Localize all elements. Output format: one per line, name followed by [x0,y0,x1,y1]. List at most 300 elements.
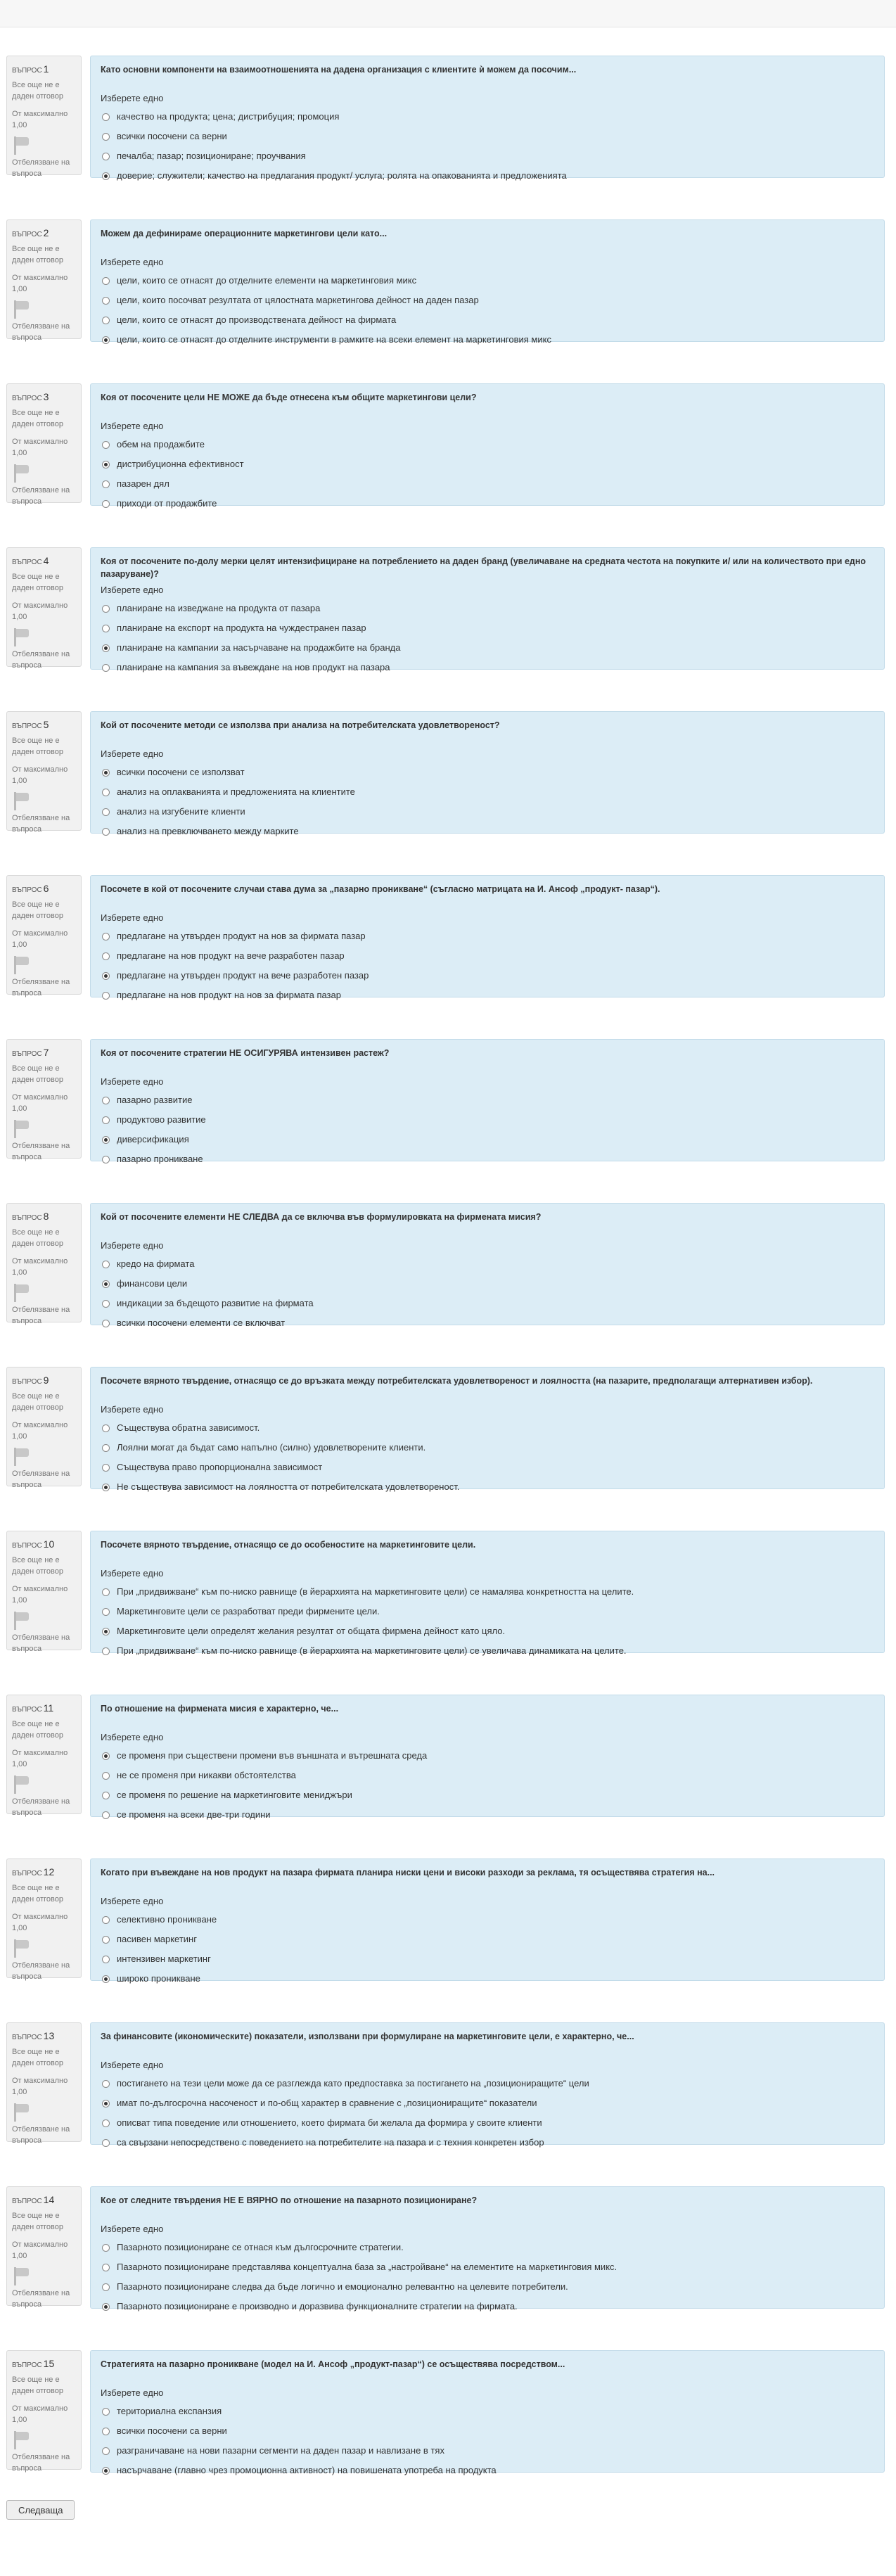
question-text: Стратегията на пазарно проникване (модел на И. Ансоф „продукт-пазар“) се осъществява посредством... [101,2359,565,2369]
radio-button[interactable] [102,1936,110,1944]
answer-option-label: Маркетинговите цели се разработват преди фирмените цели. [117,1606,380,1617]
question-grade: От максимално 1,00 [12,2404,68,2424]
flag-question-label[interactable]: Отбелязване на въпроса [12,1469,70,1489]
answer-options [101,271,874,350]
question-text: По отношение на фирмената мисия е характерно, че... [101,1704,339,1714]
answer-prompt: Изберете едно [101,2387,164,2398]
answer-option[interactable] [101,638,874,658]
flag-question-label[interactable]: Отбелязване на въпроса [12,1961,70,1981]
answer-option[interactable] [101,2257,874,2277]
question-grade: От максимално 1,00 [12,1421,68,1441]
radio-button[interactable] [102,2283,110,2291]
question-number-value: 10 [43,1538,55,1550]
answer-option[interactable] [101,822,874,841]
answer-option-label: Маркетинговите цели определят желания резултат от общата фирмена дейност като цяло. [117,1626,506,1636]
answer-option-label: се променя по решение на маркетинговите мениджъри [117,1790,352,1800]
answer-option[interactable] [101,1274,874,1294]
radio-button[interactable] [102,1956,110,1963]
question-content [90,2350,885,2473]
answer-option[interactable] [101,1805,874,1825]
radio-button[interactable] [102,933,110,941]
answer-option[interactable] [101,310,874,330]
answer-prompt: Изберете едно [101,1076,164,1087]
answer-option[interactable] [101,2093,874,2113]
question-number-value: 15 [43,2358,55,2369]
question [6,1695,885,1820]
flag-icon[interactable] [12,1119,32,1139]
question-text: Кое от следните твърдения НЕ Е ВЯРНО по отношение на пазарното позициониране? [101,2195,478,2205]
question-word: ВЪПРОС [12,1214,42,1222]
answer-option-label: кредо на фирмата [117,1258,195,1269]
radio-button[interactable] [102,1588,110,1596]
question-word: ВЪПРОС [12,2034,42,2041]
answer-option[interactable] [101,1294,874,1313]
radio-button[interactable] [102,172,110,180]
radio-button[interactable] [102,644,110,652]
answer-prompt: Изберете едно [101,93,164,103]
answer-option-label: Лоялни могат да бъдат само напълно (силно) удовлетворените клиенти. [117,1442,426,1453]
flag-icon[interactable] [12,1939,32,1958]
question-grade: От максимално 1,00 [12,929,68,949]
answer-option[interactable] [101,2238,874,2257]
radio-button[interactable] [102,828,110,836]
question [6,1367,885,1492]
question-content [90,1531,885,1656]
answer-option-label: анализ на оплакванията и предложенията на клиентите [117,786,355,797]
answer-option-label: Пазарното позициониране се отнася към дългосрочните стратегии. [117,2242,404,2252]
answer-option[interactable] [101,2074,874,2093]
question [6,1531,885,1656]
flag-question-label[interactable]: Отбелязване на въпроса [12,1306,70,1325]
radio-button[interactable] [102,1484,110,1491]
radio-button[interactable] [102,2408,110,2416]
answer-option[interactable] [101,454,874,474]
flag-icon[interactable] [12,2103,32,2122]
flag-question-label[interactable]: Отбелязване на въпроса [12,322,70,342]
answer-option-label: предлагане на нов продукт на вече разработен пазар [117,950,345,961]
answer-option[interactable] [101,966,874,986]
answer-option[interactable] [101,474,874,494]
radio-button[interactable] [102,2100,110,2108]
radio-button[interactable] [102,808,110,816]
answer-option-label: се променя на всеки две-три години [117,1809,271,1820]
answer-option[interactable] [101,330,874,350]
answer-option-label: цели, които се отнасят до производствената дейност на фирмата [117,314,397,325]
answer-option-label: всички посочени се използват [117,767,245,777]
radio-button[interactable] [102,336,110,344]
flag-question-label[interactable]: Отбелязване на въпроса [12,650,70,670]
answer-option[interactable] [101,1910,874,1930]
flag-icon[interactable] [12,2430,32,2450]
flag-question-label[interactable]: Отбелязване на въпроса [12,814,70,834]
question-info [6,1039,82,1159]
radio-button[interactable] [102,1975,110,1983]
answer-option-label: Пазарното позициониране е производно и доразвива функционалните стратегии на фирмата. [117,2301,518,2312]
radio-button[interactable] [102,605,110,613]
answer-option-label: обем на продажбите [117,439,205,449]
answer-options [101,107,874,186]
answer-option[interactable] [101,1438,874,1458]
answer-option[interactable] [101,599,874,618]
question-number-value: 3 [43,391,49,402]
answer-option[interactable] [101,1602,874,1621]
answer-option[interactable] [101,1969,874,1989]
answer-option-label: селективно проникване [117,1914,217,1925]
radio-button[interactable] [102,153,110,160]
question [6,2186,885,2312]
answer-options [101,435,874,514]
question [6,2022,885,2148]
radio-button[interactable] [102,1792,110,1799]
radio-button[interactable] [102,1116,110,1124]
question [6,219,885,345]
question-content [90,1695,885,1820]
next-button[interactable]: Следваща [6,2500,75,2520]
answer-option-label: териториална експанзия [117,2406,222,2416]
answer-option-label: планиране на експорт на продукта на чуждестранен пазар [117,623,366,633]
answer-option-label: цели, които посочват резултата от цялостната маркетингова дейност на даден пазар [117,295,479,305]
answer-option[interactable] [101,658,874,677]
question-text: Коя от посочените стратегии НЕ ОСИГУРЯВА интензивен растеж? [101,1048,390,1058]
question-state: Все още не е даден отговор [12,900,63,920]
radio-button[interactable] [102,297,110,305]
radio-button[interactable] [102,1811,110,1819]
answer-option[interactable] [101,1130,874,1149]
answer-option-label: Съществува право пропорционална зависимост [117,1462,323,1472]
answer-option[interactable] [101,782,874,802]
answer-option[interactable] [101,166,874,186]
radio-button[interactable] [102,1628,110,1635]
answer-option[interactable] [101,2461,874,2480]
answer-option[interactable] [101,127,874,146]
question-grade: От максимално 1,00 [12,601,68,621]
question-content [90,1858,885,1984]
answer-option[interactable] [101,1458,874,1477]
answer-option-label: продуктово развитие [117,1114,206,1125]
answer-option[interactable] [101,1785,874,1805]
question-state: Все още не е даден отговор [12,1392,63,1412]
answer-option-label: предлагане на утвърден продукт на вече разработен пазар [117,970,369,981]
radio-button[interactable] [102,1320,110,1327]
answer-option[interactable] [101,2133,874,2153]
flag-icon[interactable] [12,955,32,975]
question-grade: От максимално 1,00 [12,1257,68,1277]
question-number [12,2358,76,2371]
flag-icon[interactable] [12,464,32,483]
flag-icon[interactable] [12,136,32,155]
radio-button[interactable] [102,1444,110,1452]
answer-option-label: анализ на изгубените клиенти [117,806,245,817]
question-state: Все още не е даден отговор [12,573,63,592]
question-number [12,1047,76,1060]
answer-options [101,1254,874,1333]
answer-option-label: печалба; пазар; позициониране; проучвания [117,151,306,161]
top-bar [0,0,896,27]
answer-option-label: индикации за бъдещото развитие на фирмата [117,1298,314,1308]
flag-icon[interactable] [12,2266,32,2286]
answer-option[interactable] [101,1313,874,1333]
radio-button[interactable] [102,789,110,796]
answer-prompt: Изберете едно [101,1896,164,1906]
question-grade: От максимално 1,00 [12,1913,68,1932]
radio-button[interactable] [102,1752,110,1760]
question-grade: От максимално 1,00 [12,274,68,293]
flag-icon[interactable] [12,1283,32,1303]
answer-option[interactable] [101,494,874,514]
question-word: ВЪПРОС [12,2361,42,2369]
radio-button[interactable] [102,2080,110,2088]
question-info [6,383,82,506]
question-info [6,711,82,834]
question-info [6,1367,82,1489]
question-text: Кой от посочените методи се използва при анализа на потребителската удовлетвореност? [101,720,500,730]
question [6,1203,885,1328]
flag-question-label[interactable]: Отбелязване на въпроса [12,486,70,506]
flag-question-label[interactable]: Отбелязване на въпроса [12,1633,70,1653]
question [6,547,885,670]
question-number [12,391,76,404]
answer-option[interactable] [101,1254,874,1274]
radio-button[interactable] [102,2428,110,2435]
answer-option[interactable] [101,1930,874,1949]
radio-button[interactable] [102,133,110,141]
question-text: Като основни компоненти на взаимоотношенията на дадена организация с клиентите ѝ можем да посочим... [101,65,577,75]
radio-button[interactable] [102,480,110,488]
answer-option-label: всички посочени елементи се включват [117,1318,286,1328]
answer-option-label: цели, които се отнасят до отделните инструменти в рамките на всеки елемент на маркетинговия микс [117,334,551,345]
flag-icon[interactable] [12,791,32,811]
question-number [12,1538,76,1552]
answer-option[interactable] [101,946,874,966]
question [6,1858,885,1984]
answer-option-label: Не съществува зависимост на лоялността от потребителската удовлетвореност. [117,1481,460,1492]
answer-option[interactable] [101,986,874,1005]
question-list [6,56,885,2473]
radio-button[interactable] [102,2303,110,2311]
question-state: Все още не е даден отговор [12,81,63,101]
flag-question-label[interactable]: Отбелязване на въпроса [12,1142,70,1161]
radio-button[interactable] [102,2264,110,2271]
question-number-value: 11 [43,1702,54,1714]
answer-option[interactable] [101,107,874,127]
answer-prompt: Изберете едно [101,1732,164,1742]
answer-option-label: пазарен дял [117,478,169,489]
answer-option-label: Пазарното позициониране следва да бъде логично и емоционално релевантно на целевите потребители. [117,2281,568,2292]
radio-button[interactable] [102,1261,110,1268]
answer-option[interactable] [101,291,874,310]
question-content [90,711,885,834]
question-content [90,1203,885,1328]
question-grade: От максимално 1,00 [12,765,68,785]
question-state: Все още не е даден отговор [12,1720,63,1740]
answer-options [101,2402,874,2480]
answer-option[interactable] [101,2297,874,2316]
answer-option-label: планиране на кампания за въвеждане на нов продукт на пазара [117,662,390,672]
answer-option-label: Пазарното позициониране представлява концептуална база за „настройване“ на елементите на маркетинговия микс. [117,2262,617,2272]
radio-button[interactable] [102,2467,110,2475]
question-text: Коя от посочените цели НЕ МОЖЕ да бъде отнесена към общите маркетингови цели? [101,393,477,402]
answer-option[interactable] [101,2441,874,2461]
question-word: ВЪПРОС [12,231,42,238]
question-info [6,547,82,670]
radio-button[interactable] [102,972,110,980]
question-content [90,547,885,670]
question-state: Все още не е даден отговор [12,409,63,428]
flag-question-label[interactable]: Отбелязване на въпроса [12,158,70,178]
answer-options [101,926,874,1005]
radio-button[interactable] [102,992,110,1000]
radio-button[interactable] [102,1136,110,1144]
answer-option-label: всички посочени са верни [117,131,227,141]
radio-button[interactable] [102,1280,110,1288]
answer-option-label: предлагане на нов продукт на нов за фирмата пазар [117,990,341,1000]
radio-button[interactable] [102,1647,110,1655]
radio-button[interactable] [102,769,110,777]
answer-option[interactable] [101,1110,874,1130]
answer-option[interactable] [101,1418,874,1438]
radio-button[interactable] [102,1424,110,1432]
answer-option-label: не се променя при никакви обстоятелства [117,1770,296,1780]
radio-button[interactable] [102,952,110,960]
question-word: ВЪПРОС [12,722,42,730]
answer-option-label: постигането на тези цели може да се разглежда като предпоставка за постигането на „позициониращите“ цели [117,2078,589,2089]
flag-icon[interactable] [12,1775,32,1794]
question-info [6,1203,82,1325]
question-word: ВЪПРОС [12,1542,42,1550]
flag-icon[interactable] [12,627,32,647]
answer-option[interactable] [101,271,874,291]
question-content [90,875,885,1000]
answer-option[interactable] [101,2277,874,2297]
question-number-value: 13 [43,2030,55,2041]
flag-icon[interactable] [12,1447,32,1467]
answer-option[interactable] [101,1621,874,1641]
answer-option[interactable] [101,2421,874,2441]
answer-option[interactable] [101,2402,874,2421]
answer-option[interactable] [101,763,874,782]
question-state: Все още не е даден отговор [12,1556,63,1576]
answer-option[interactable] [101,1090,874,1110]
flag-question-label[interactable]: Отбелязване на въпроса [12,2289,70,2309]
answer-option-label: широко проникване [117,1973,200,1984]
question-state: Все още не е даден отговор [12,1228,63,1248]
answer-option-label: диверсификация [117,1134,189,1144]
radio-button[interactable] [102,664,110,672]
answer-prompt: Изберете едно [101,1404,164,1415]
question-number-value: 5 [43,719,49,730]
radio-button[interactable] [102,441,110,449]
radio-button[interactable] [102,2139,110,2147]
flag-icon[interactable] [12,1611,32,1631]
radio-button[interactable] [102,1300,110,1308]
question-number [12,63,76,77]
answer-option-label: са свързани непосредствено с поведението на потребителите на пазара и с техния конкретен избор [117,2137,544,2148]
radio-button[interactable] [102,1916,110,1924]
radio-button[interactable] [102,461,110,468]
answer-options [101,1746,874,1825]
answer-option-label: пазарно проникване [117,1154,203,1164]
answer-option-label: При „придвижване“ към по-ниско равнище (в йерархията на маркетинговите цели) се увеличава динамиката на целите. [117,1645,627,1656]
radio-button[interactable] [102,277,110,285]
question-word: ВЪПРОС [12,1050,42,1058]
question-content [90,219,885,345]
question-content [90,383,885,509]
question-text: За финансовите (икономическите) показатели, използвани при формулиране на маркетинговите цели, е характерно, че... [101,2032,634,2041]
answer-option-label: се променя при съществени промени във външната и вътрешната среда [117,1750,428,1761]
flag-question-label[interactable]: Отбелязване на въпроса [12,978,70,997]
answer-option-label: описват типа поведение или отношението, което фирмата би желала да формира у своите клиенти [117,2117,542,2128]
answer-option[interactable] [101,435,874,454]
question-grade: От максимално 1,00 [12,1093,68,1113]
flag-question-label[interactable]: Отбелязване на въпроса [12,1797,70,1817]
radio-button[interactable] [102,625,110,632]
question-text: Когато при въвеждане на нов продукт на пазара фирмата планира ниски цени и високи разходи за реклама, тя осъществява стратегия на... [101,1868,715,1877]
question-word: ВЪПРОС [12,559,42,566]
question-number-value: 1 [43,63,49,75]
question-text: Посочете вярното твърдение, отнасящо се до особеностите на маркетинговите цели. [101,1540,476,1550]
question-info [6,2350,82,2473]
answer-option[interactable] [101,1477,874,1497]
question-info [6,2186,82,2309]
answer-option[interactable] [101,802,874,822]
question-grade: От максимално 1,00 [12,110,68,129]
question-state: Все още не е даден отговор [12,2212,63,2231]
question-info [6,56,82,178]
radio-button[interactable] [102,500,110,508]
radio-button[interactable] [102,113,110,121]
answer-option[interactable] [101,926,874,946]
radio-button[interactable] [102,1772,110,1780]
answer-option-label: доверие; служители; качество на предлагания продукт/ услуга; ролята на опакованията и предложенията [117,170,567,181]
radio-button[interactable] [102,1097,110,1104]
answer-option[interactable] [101,1582,874,1602]
question-number [12,555,76,568]
answer-option[interactable] [101,146,874,166]
radio-button[interactable] [102,2447,110,2455]
question-state: Все още не е даден отговор [12,245,63,264]
answer-option[interactable] [101,1746,874,1766]
radio-button[interactable] [102,1608,110,1616]
question [6,1039,885,1164]
radio-button[interactable] [102,317,110,324]
radio-button[interactable] [102,1156,110,1163]
answer-prompt: Изберете едно [101,748,164,759]
answer-option[interactable] [101,1149,874,1169]
question-number [12,1866,76,1880]
answer-option[interactable] [101,1949,874,1969]
flag-question-label[interactable]: Отбелязване на въпроса [12,2125,70,2145]
question-number [12,2194,76,2207]
radio-button[interactable] [102,1464,110,1472]
question-text: Посочете вярното твърдение, отнасящо се до връзката между потребителската удовлетвореност и лоялността (на пазарите, предполагащи алтернативен избор). [101,1376,813,1386]
question-number [12,719,76,732]
answer-option-label: планиране на кампании за насърчаване на продажбите на бранда [117,642,401,653]
flag-icon[interactable] [12,300,32,319]
question-word: ВЪПРОС [12,395,42,402]
answer-option[interactable] [101,618,874,638]
answer-option[interactable] [101,2113,874,2133]
answer-option[interactable] [101,1766,874,1785]
question-grade: От максимално 1,00 [12,2077,68,2096]
radio-button[interactable] [102,2119,110,2127]
answer-options [101,1910,874,1989]
flag-question-label[interactable]: Отбелязване на въпроса [12,2453,70,2473]
answer-option[interactable] [101,1641,874,1661]
question-state: Все още не е даден отговор [12,1064,63,1084]
question-number [12,227,76,241]
question-info [6,1695,82,1817]
radio-button[interactable] [102,2244,110,2252]
